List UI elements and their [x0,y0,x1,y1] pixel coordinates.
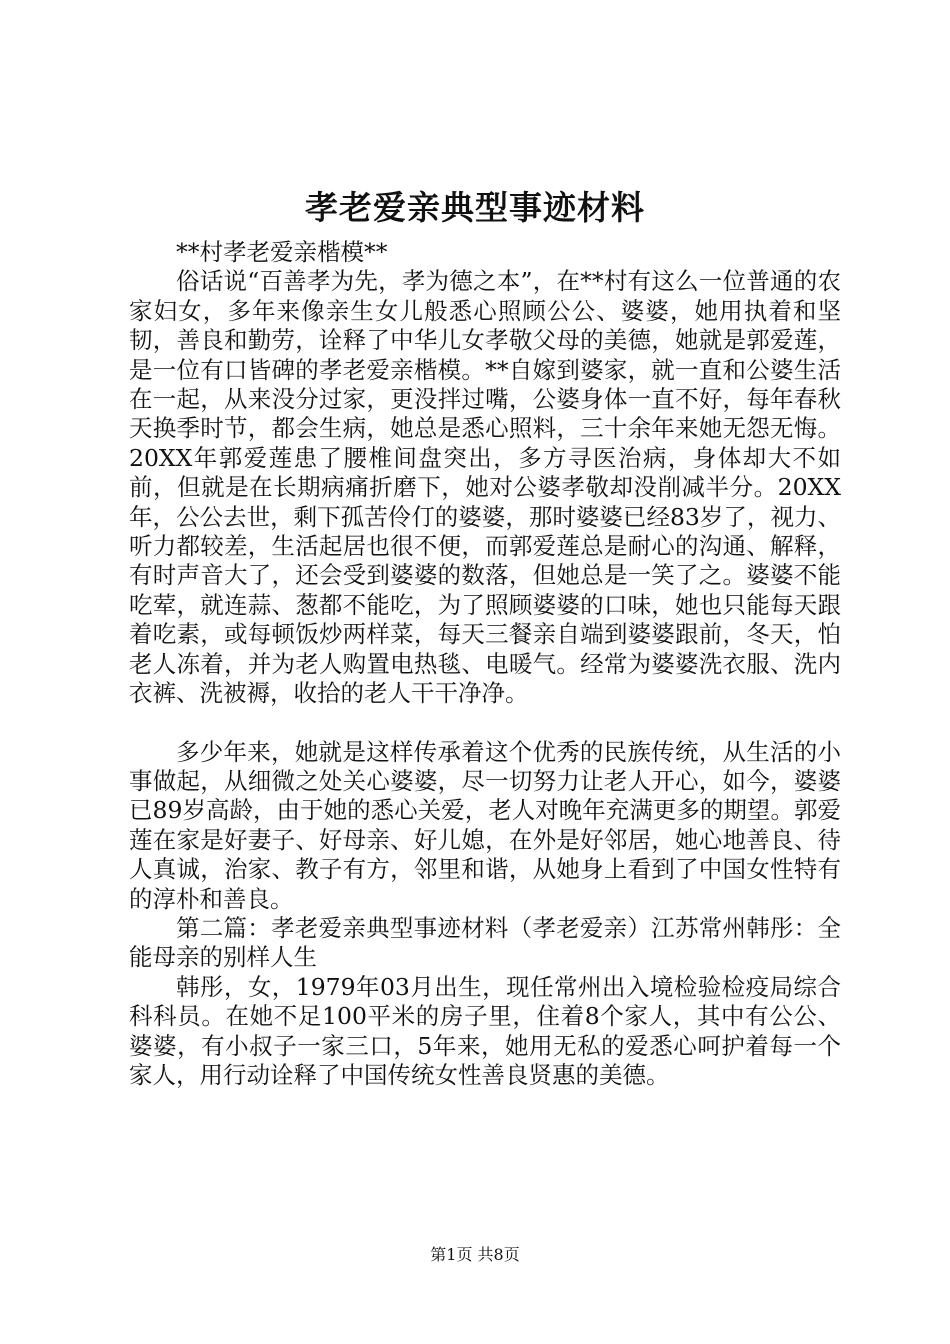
section-heading-paragraph: 第二篇：孝老爱亲典型事迹材料（孝老爱亲）江苏常州韩彤：全能母亲的别样人生 [129,913,841,972]
paragraph-gap [129,709,841,738]
page-number: 第1页 共8页 [430,1245,520,1264]
body-paragraph: 韩彤，女，1979年03月出生，现任常州出入境检验检疫局综合科科员。在她不足100平米的房子里，住着8个家人，其中有公公、婆婆，有小叔子一家三口，5年来，她用无私的爱悉心呵护着每一个家人，用行动诠释了中国传统女性善良贤惠的美德。 [129,972,841,1089]
subtitle-paragraph: **村孝老爱亲楷模** [176,238,388,266]
body-paragraph: 俗话说“百善孝为先，孝为德之本”，在**村有这么一位普通的农家妇女，多年来像亲生女儿般悉心照顾公公、婆婆，她用执着和坚韧，善良和勤劳，诠释了中华儿女孝敬父母的美德，她就是郭爱莲，是一位有口皆碑的孝老爱亲楷模。**自嫁到婆家，就一直和公婆生活在一起，从来没分过家，更没拌过嘴，公婆身体一直不好，每年春秋天换季时节，都会生病，她总是悉心照料，三十余年来她无怨无悔。20XX年郭爱莲患了腰椎间盘突出，多方寻医治病，身体却大不如前，但就是在长期病痛折磨下，她对公婆孝敬却没削减半分。20XX年，公公去世，剩下孤苦伶仃的婆婆，那时婆婆已经83岁了，视力、听力都较差，生活起居也很不便，而郭爱莲总是耐心的沟通、解释，有时声音大了，还会受到婆婆的数落，但她总是一笑了之。婆婆不能吃荤，就连蒜、葱都不能吃，为了照顾婆婆的口味，她也只能每天跟着吃素，或每顿饭炒两样菜，每天三餐亲自端到婆婆跟前，冬天，怕老人冻着，并为老人购置电热毯、电暖气。经常为婆婆洗衣服、洗内衣裤、洗被褥，收拾的老人干干净净。 [129,267,841,708]
document-title: 孝老爱亲典型事迹材料 [305,188,645,227]
body-paragraph: 多少年来，她就是这样传承着这个优秀的民族传统，从生活的小事做起，从细微之处关心婆婆，尽一切努力让老人开心，如今，婆婆已89岁高龄，由于她的悉心关爱，老人对晚年充满更多的期望。郭爱莲在家是好妻子、好母亲、好儿媳，在外是好邻居，她心地善良、待人真诚，治家、教子有方，邻里和谐，从她身上看到了中国女性特有的淳朴和善良。 [129,737,841,913]
document-body [129,238,841,1090]
